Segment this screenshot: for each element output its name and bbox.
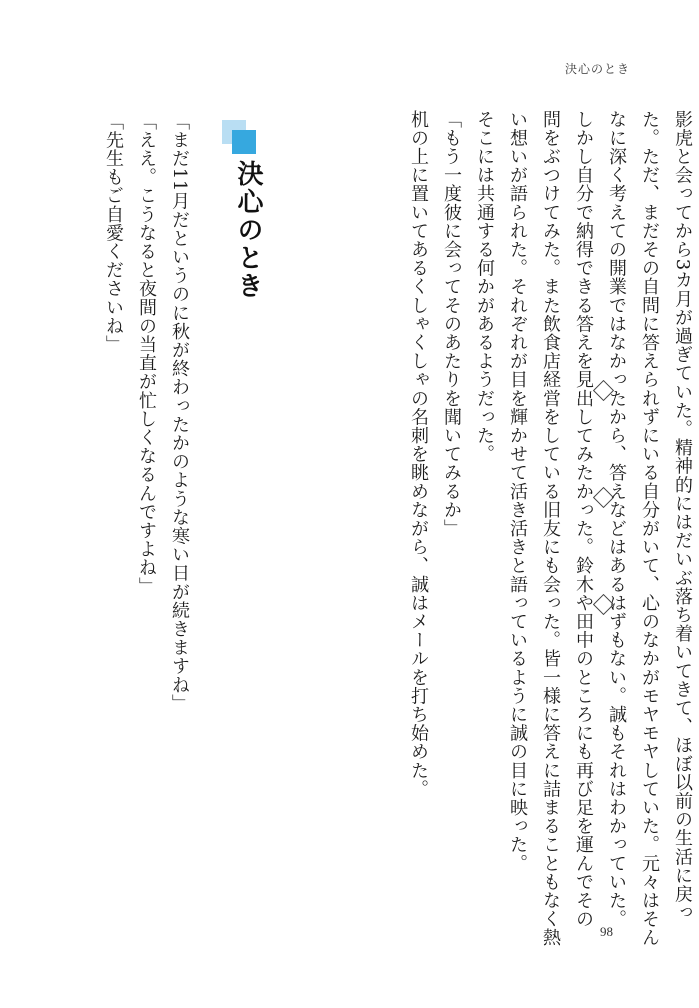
text-line: なに深く考えての開業ではなかったから、答えなどはあるはずもない。誠もそれはわかっていた。	[606, 110, 627, 929]
heading-marker-dark	[232, 130, 256, 154]
text-line: 影虎と会ってから3カ月が過ぎていた。精神的にはだいぶ落ち着いてきて、ほぼ以前の生活に戻っ	[672, 110, 693, 922]
text-line: そこには共通する何かがあるようだった。	[474, 110, 495, 464]
section-title: 決心のとき	[233, 160, 263, 300]
dialogue-line: 「ええ。こうなると夜間の当直が忙しくなるんですよね」	[136, 112, 157, 596]
dialogue-line: 「まだ11月だというのに秋が終わったかのような寒い日が続きますね」	[169, 112, 190, 713]
page-number: 98	[600, 924, 613, 939]
text-line: 机の上に置いてあるくしゃくしゃの名刺を眺めながら、誠はメールを打ち始めた。	[408, 110, 429, 799]
text-line: い想いが語られた。それぞれが目を輝かせて活き活きと語っているように誠の目に映った。	[507, 110, 528, 873]
heading-marker-icon	[222, 120, 262, 150]
body-text-lower	[97, 112, 196, 713]
text-line: 問をぶつけてみた。また飲食店経営をしている旧友にも会った。皆一様に答えに詰まることもなく熱	[540, 110, 561, 947]
text-line: 「もう一度彼に会ってそのあたりを聞いてみるか」	[441, 110, 462, 538]
text-line: た。ただ、まだその自問に答えられずにいる自分がいて、心のなかがモヤモヤしていた。元々はそん	[639, 110, 660, 947]
text-line: しかし自分で納得できる答えを見出してみたかった。鈴木や田中のところにも再び足を運んでその	[573, 110, 594, 929]
dialogue-line: 「先生もご自愛くださいね」	[103, 112, 124, 354]
running-head: 決心のとき	[565, 62, 631, 76]
